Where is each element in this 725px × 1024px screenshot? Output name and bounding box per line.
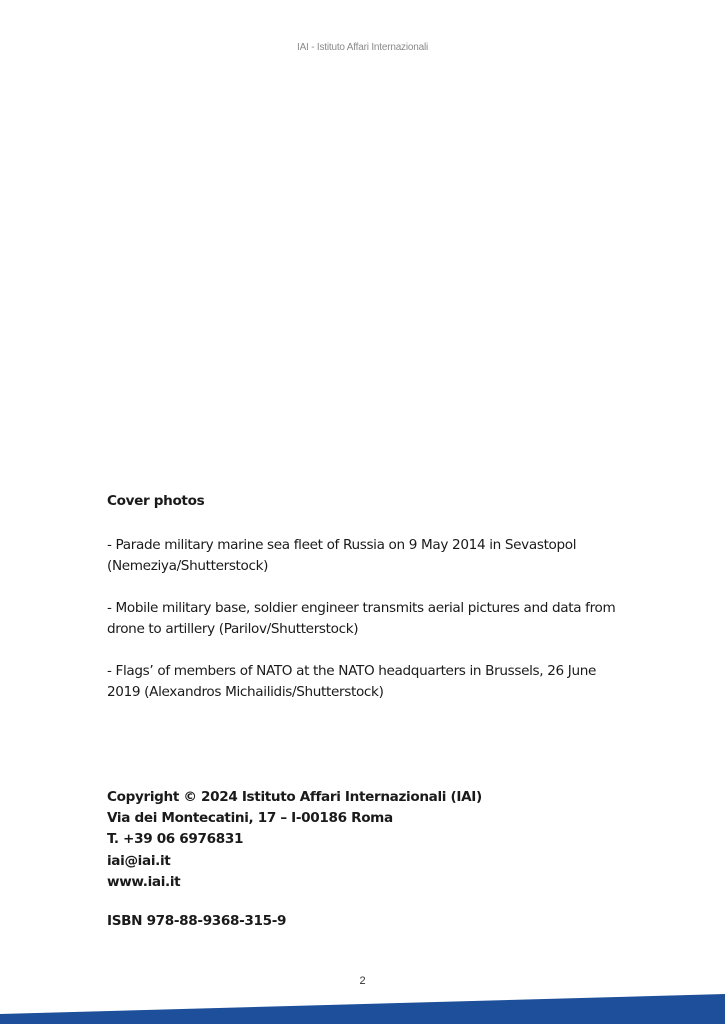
cover-photo-caption: - Parade military marine sea fleet of Russia on 9 May 2014 in Sevastopol (Nemeziya/Shutterstock): [107, 537, 577, 574]
isbn: ISBN 978-88-9368-315-9: [107, 913, 287, 929]
website-link[interactable]: www.iai.it: [107, 873, 181, 890]
footer-band-shape: [0, 994, 725, 1024]
cover-photo-caption: - Flags’ of members of NATO at the NATO headquarters in Brussels, 26 June 2019 (Alexandros Michailidis/Shutterstock): [107, 663, 597, 700]
page-number: 2: [359, 975, 366, 987]
footer-band: [0, 984, 725, 1024]
phone-line: T. +39 06 6976831: [107, 831, 244, 848]
cover-photo-caption: - Mobile military base, soldier engineer transmits aerial pictures and data from drone to artillery (Parilov/Shutterstock): [107, 600, 616, 637]
email-link[interactable]: iai@iai.it: [107, 852, 171, 869]
copyright-line: Copyright © 2024 Istituto Affari Internazionali (IAI): [107, 789, 482, 805]
colophon: [107, 787, 627, 893]
running-header: IAI - Istituto Affari Internazionali: [296, 42, 429, 53]
address-line: Via dei Montecatini, 17 – I-00186 Roma: [107, 810, 393, 827]
cover-photos-heading: Cover photos: [107, 493, 205, 509]
